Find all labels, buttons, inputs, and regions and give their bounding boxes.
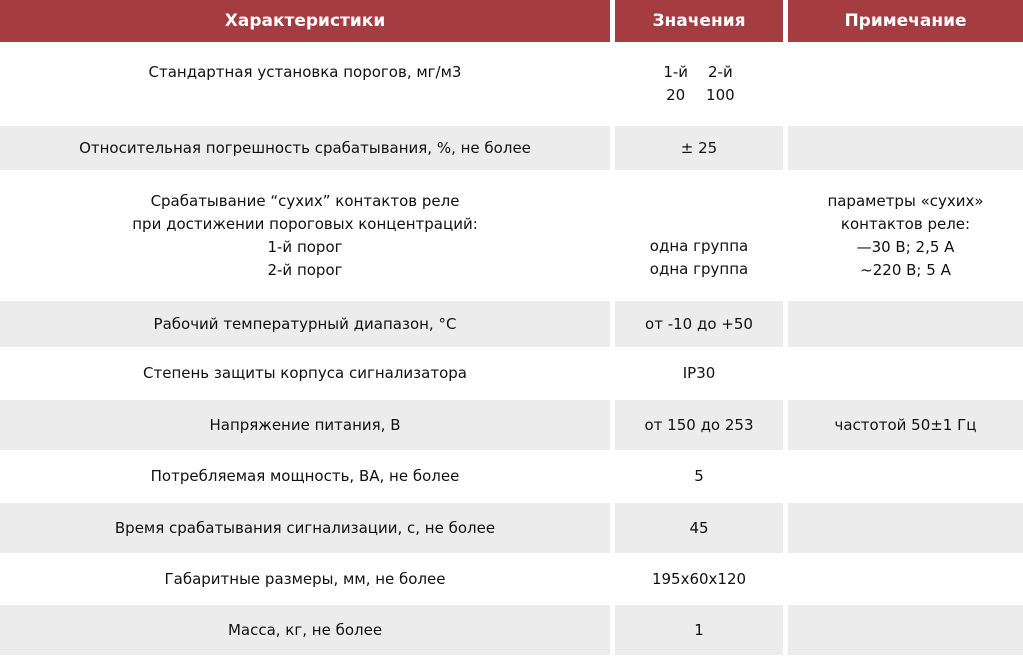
threshold-label: 1-й (663, 63, 689, 81)
spec-note: частотой 50±1 Гц (834, 415, 977, 434)
table-row (0, 170, 1023, 301)
spec-name: Потребляемая мощность, ВА, не более (150, 467, 460, 485)
spec-value-cell (615, 605, 783, 655)
spec-name: Время срабатывания сигнализации, с, не более (114, 518, 496, 537)
threshold-2 (706, 61, 735, 107)
spec-value-cell (615, 400, 783, 450)
table-row (0, 605, 1023, 655)
header-cell-note (788, 0, 1023, 42)
spec-note-cell (788, 347, 1023, 400)
spec-note-cell (788, 503, 1023, 553)
spec-name-cell (0, 503, 610, 553)
spec-name-cell (0, 126, 610, 170)
spec-value-line: одна группа (649, 237, 749, 255)
spec-value-cell (615, 553, 783, 605)
spec-value: от -10 до +50 (645, 314, 753, 333)
threshold-label: 2-й (707, 63, 733, 81)
spec-note-line: параметры «сухих» (827, 191, 984, 210)
table-row (0, 347, 1023, 400)
spec-value: ± 25 (680, 138, 718, 157)
spec-note-line: —30 В; 2,5 А (856, 237, 955, 256)
spec-note-line: контактов реле: (840, 214, 971, 233)
spec-name-cell (0, 42, 610, 126)
spec-name: Степень защиты корпуса сигнализатора (143, 364, 467, 382)
spec-name-cell (0, 605, 610, 655)
spec-name-cell (0, 301, 610, 347)
spec-value: от 150 до 253 (644, 415, 754, 434)
spec-note-line: ~220 В; 5 А (860, 260, 951, 279)
header-label: Значения (652, 10, 746, 31)
spec-name-cell (0, 347, 610, 400)
threshold-pair (663, 61, 734, 107)
spec-name-line: при достижении пороговых концентраций: (132, 214, 478, 233)
spec-name: Рабочий температурный диапазон, °С (153, 314, 457, 333)
spec-name-cell (0, 450, 610, 503)
spec-name: Габаритные размеры, мм, не более (164, 569, 446, 588)
header-label: Примечание (844, 10, 967, 31)
spec-value: 45 (689, 518, 709, 537)
spec-name-line: 1-й порог (267, 237, 343, 256)
table-row (0, 126, 1023, 170)
table-header-row (0, 0, 1023, 42)
spec-value-cell (615, 503, 783, 553)
spec-name: Стандартная установка порогов, мг/м3 (148, 63, 462, 81)
table-row (0, 301, 1023, 347)
spec-note-cell (788, 605, 1023, 655)
spec-name-cell (0, 553, 610, 605)
spec-name-cell (0, 170, 610, 301)
threshold-1 (663, 61, 688, 107)
spec-value-line: одна группа (649, 260, 749, 278)
spec-name-line: Срабатывание “сухих” контактов реле (150, 191, 460, 210)
spec-value-cell (615, 301, 783, 347)
header-cell-values (615, 0, 783, 42)
spec-value-cell (615, 450, 783, 503)
header-cell-characteristics (0, 0, 610, 42)
spec-name: Относительная погрешность срабатывания, %, не более (79, 138, 531, 157)
table-row (0, 450, 1023, 503)
spec-value-cell (615, 170, 783, 301)
spec-value-cell (615, 347, 783, 400)
spec-note-cell (788, 450, 1023, 503)
spec-note-cell (788, 301, 1023, 347)
table-row (0, 553, 1023, 605)
table-row (0, 503, 1023, 553)
table-row (0, 42, 1023, 126)
spec-value-cell (615, 42, 783, 126)
bottom-margin (0, 655, 1023, 661)
spec-value-cell (615, 126, 783, 170)
threshold-value: 20 (666, 86, 686, 104)
spec-note-cell (788, 170, 1023, 301)
spec-name: Напряжение питания, В (209, 415, 401, 434)
threshold-value: 100 (706, 86, 735, 104)
header-label: Характеристики (224, 10, 386, 31)
spec-value: 5 (694, 467, 704, 485)
table-row (0, 400, 1023, 450)
spec-note-cell (788, 400, 1023, 450)
spec-value: IP30 (682, 364, 716, 382)
spec-note-cell (788, 126, 1023, 170)
spec-value: 1 (694, 620, 704, 639)
spec-name-line: 2-й порог (267, 260, 343, 279)
spec-note-cell (788, 553, 1023, 605)
spec-name-cell (0, 400, 610, 450)
spec-note-cell (788, 42, 1023, 126)
spec-name: Масса, кг, не более (227, 620, 383, 639)
spec-value: 195x60x120 (651, 569, 747, 588)
